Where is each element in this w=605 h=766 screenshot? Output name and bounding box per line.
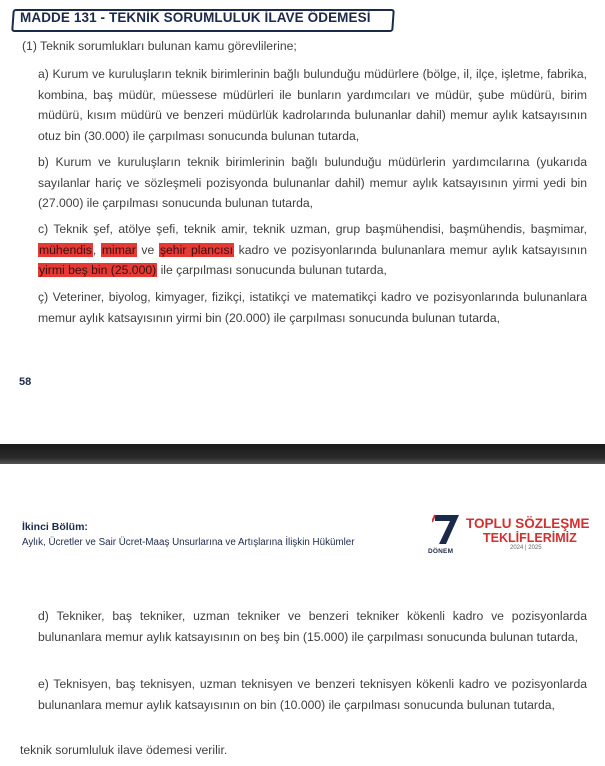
highlight-muhendis: mühendis [39, 242, 92, 257]
logo-period: DÖNEM [428, 548, 454, 555]
closing-text: teknik sorumluluk ilave ödemesi verilir. [20, 743, 228, 757]
highlight-mimar: mimar [101, 242, 136, 257]
item-c-sep-2: ve [136, 242, 159, 257]
logo-line-2: TEKLİFLERİMİZ [483, 531, 577, 545]
highlight-amount: yirmi beş bin (25.000) [39, 263, 157, 277]
item-c-text-1: c) Teknik şef, atölye şefi, teknik amir, teknik uzman, grup başmühendisi, başmühendis, başmimar, [38, 222, 587, 236]
section-subtitle: Aylık, Ücretler ve Sair Ücret-Maaş Unsurlarına ve Artışlarına İlişkin Hükümler [22, 537, 355, 548]
paragraph-1: (1) Teknik sorumlukları bulunan kamu görevlilerine; [22, 39, 297, 53]
item-e: e) Teknisyen, baş teknisyen, uzman teknisyen ve benzeri teknisyen kökenli kadro ve pozisyonlarda bulunanlara memur aylık katsayısının on bin (10.000) ile çarpılması sonucunda bulunan tutarda, [38, 677, 587, 712]
page-divider [0, 444, 605, 464]
section-heading: İkinci Bölüm: [22, 521, 88, 533]
item-c-sep-1: , [92, 242, 101, 257]
seven-logo-icon [432, 512, 462, 546]
item-c-text-2: kadro ve pozisyonlarında bulunanlara memur aylık katsayısının [234, 242, 587, 257]
item-c [38, 219, 587, 281]
article-title: MADDE 131 - TEKNİK SORUMLULUK İLAVE ÖDEMESİ [20, 10, 371, 25]
toplu-sozlesme-logo [428, 512, 598, 562]
page-number: 58 [19, 376, 32, 388]
item-cc: ç) Veteriner, biyolog, kimyager, fizikçi, istatikçi ve matematikçi kadro ve pozisyonlarında bulunanlara memur aylık katsayısının yirmi bin (20.000) ile çarpılması sonucunda bulunan tutarda, [38, 290, 587, 325]
item-a: a) Kurum ve kuruluşların teknik birimlerinin bağlı bulunduğu müdürlere (bölge, il, ilçe, işletme, fabrika, kombina, baş müdür, müessese müdürleri ile bunların yardımcıları ve müdür, şube müdürü, birim müdürü, kısım müdürü ve benzeri müdürlük kadrolarında bulunanlar dahil) memur aylık katsayısının otuz bin (30.000) ile çarpılması sonucunda bulunan tutarda, [38, 67, 587, 143]
article-title-box [12, 6, 394, 32]
item-b: b) Kurum ve kuruluşların teknik birimlerinin bağlı bulunduğu müdürlerin yardımcılarına (yukarıda sayılanlar hariç ve sözleşmeli pozisyonda bulunanlar dahil) memur aylık katsayısının yirmi yedi bin (27.000) ile çarpılması sonucunda bulunan tutarda, [38, 155, 587, 210]
item-c-text-3: ile çarpılması sonucunda bulunan tutarda, [157, 263, 387, 277]
item-d: d) Tekniker, baş tekniker, uzman tekniker ve benzeri tekniker kökenli kadro ve pozisyonlarda bulunanlara memur aylık katsayısının on beş bin (15.000) ile çarpılması sonucunda bulunan tutarda, [38, 609, 587, 644]
logo-line-1: TOPLU SÖZLEŞME [466, 516, 590, 531]
highlight-sehir-plancisi: şehir plancısı [159, 242, 234, 257]
logo-years: 2024 | 2025 [510, 545, 542, 551]
